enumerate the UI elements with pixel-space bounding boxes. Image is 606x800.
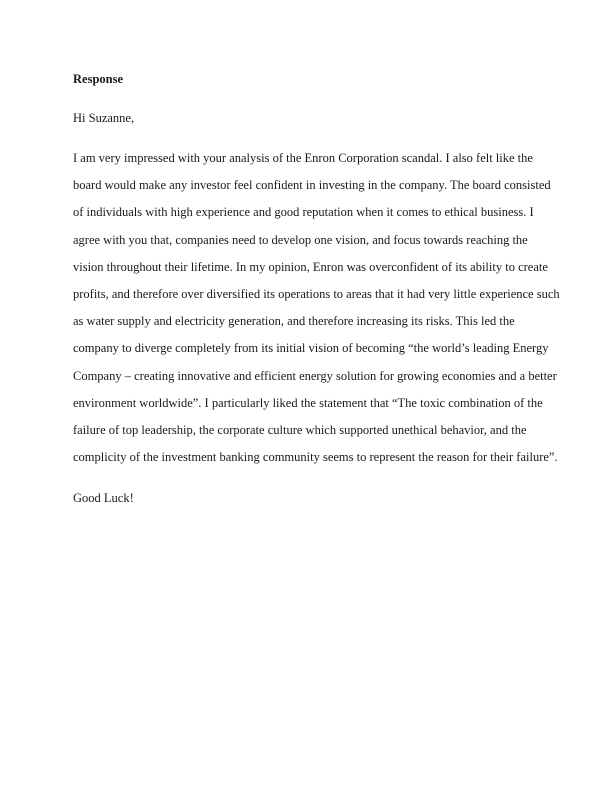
paragraph-line-5: vision throughout their lifetime. In my opinion, Enron was overconfident of its ability to create (73, 259, 548, 274)
paragraph-line-11: failure of top leadership, the corporate culture which supported unethical behavior, and the (73, 422, 527, 437)
paragraph-line-2: board would make any investor feel confident in investing in the company. The board consisted (73, 178, 551, 193)
paragraph-line-7: as water supply and electricity generation, and therefore increasing its risks. This led the (73, 314, 515, 329)
paragraph-line-1: I am very impressed with your analysis of the Enron Corporation scandal. I also felt like the (73, 151, 533, 165)
paragraph-line-6: profits, and therefore over diversified its operations to areas that it had very little experience such (73, 286, 560, 301)
paragraph-line-9: Company – creating innovative and efficient energy solution for growing economies and a better (73, 368, 557, 383)
paragraph-line-12: complicity of the investment banking community seems to represent the reason for their failure”. (73, 450, 558, 465)
paragraph-line-10: environment worldwide”. I particularly liked the statement that “The toxic combination of the (73, 395, 543, 410)
paragraph-line-4: agree with you that, companies need to develop one vision, and focus towards reaching the (73, 232, 528, 247)
closing-line: Good Luck! (73, 491, 134, 505)
response-heading: Response (73, 72, 124, 86)
paragraph-line-3: of individuals with high experience and good reputation when it comes to ethical business. I (73, 205, 534, 220)
greeting-line: Hi Suzanne, (73, 111, 135, 125)
paragraph-line-8: company to diverge completely from its initial vision of becoming “the world’s leading Energy (73, 341, 549, 356)
body-paragraph (73, 150, 560, 476)
